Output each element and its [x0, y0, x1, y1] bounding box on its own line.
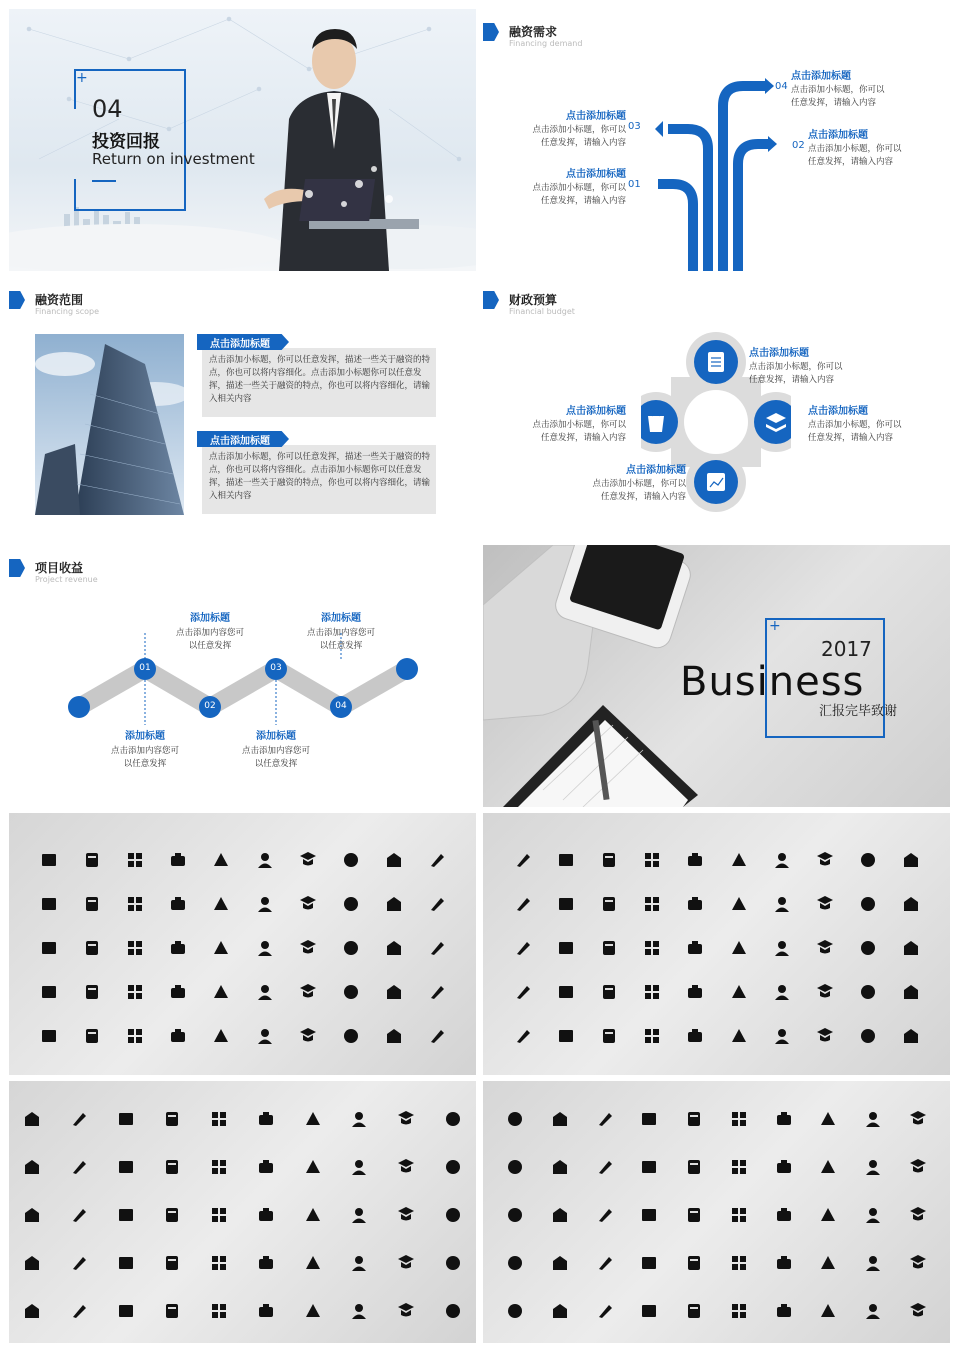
pictogram-icon: [243, 1143, 290, 1191]
pictogram-icon: [383, 1287, 430, 1335]
pictogram-icon: [631, 926, 674, 970]
section-title: 融资范围: [35, 293, 84, 307]
pictogram-icon: [582, 1287, 627, 1335]
pictogram-icon: [761, 1143, 806, 1191]
scope-box-2-body: 点击添加小标题，你可以任意发挥，描述一些关于融资的特点，你也可以将内容细化。点击添加小标题你可以任意发挥，描述一些关于融资的特点，你也可以将内容细化，请输入相关内容: [209, 452, 431, 501]
pictogram-icon: [429, 1095, 476, 1143]
pictogram-icon: [760, 1014, 803, 1058]
pictogram-icon: [760, 838, 803, 882]
pictogram-icon: [851, 1239, 896, 1287]
pictogram-icon: [631, 1014, 674, 1058]
pictogram-icon: [9, 1287, 56, 1335]
businessman-image: [249, 9, 449, 271]
pictogram-icon: [9, 1239, 56, 1287]
pictogram-icon: [582, 1143, 627, 1191]
pictogram-icon: [70, 882, 113, 926]
icon-grid: [501, 838, 933, 1058]
pictogram-icon: [429, 1239, 476, 1287]
business-word: Business: [680, 659, 865, 705]
pictogram-icon: [803, 926, 846, 970]
pictogram-icon: [27, 970, 70, 1014]
slide-financing-scope: [9, 277, 476, 539]
title-underline: [92, 180, 116, 182]
pictogram-icon: [674, 926, 717, 970]
pictogram-icon: [383, 1191, 430, 1239]
pictogram-icon: [890, 970, 933, 1014]
item-line1: 点击添加小标题，你可以: [532, 420, 626, 430]
pictogram-icon: [760, 882, 803, 926]
label-line1: 点击添加内容您可: [110, 746, 179, 756]
pictogram-icon: [895, 1287, 940, 1335]
pictogram-icon: [102, 1143, 149, 1191]
pictogram-icon: [102, 1191, 149, 1239]
pictogram-icon: [416, 1014, 459, 1058]
pictogram-icon: [851, 1143, 896, 1191]
pictogram-icon: [289, 1143, 336, 1191]
pictogram-icon: [672, 1143, 717, 1191]
pictogram-icon: [70, 1014, 113, 1058]
pictogram-icon: [631, 882, 674, 926]
item-title: 点击添加标题: [566, 111, 626, 122]
pictogram-icon: [336, 1191, 383, 1239]
pictogram-icon: [157, 838, 200, 882]
item-title: 点击添加标题: [626, 465, 686, 476]
pictogram-icon: [627, 1143, 672, 1191]
pictogram-icon: [890, 882, 933, 926]
pictogram-icon: [113, 1014, 156, 1058]
pictogram-icon: [289, 1095, 336, 1143]
slide-financing-demand: [483, 9, 950, 271]
pictogram-icon: [851, 1191, 896, 1239]
pictogram-icon: [501, 926, 544, 970]
pictogram-icon: [416, 882, 459, 926]
item-line2: 任意发挥，请输入内容: [600, 492, 686, 502]
pictogram-icon: [806, 1143, 851, 1191]
item-number-01: 01: [628, 179, 641, 190]
label-line2: 以任意发挥: [319, 641, 363, 651]
slide-return-on-investment: [9, 9, 476, 271]
pictogram-icon: [803, 970, 846, 1014]
pictogram-icon: [717, 882, 760, 926]
pictogram-icon: [196, 1143, 243, 1191]
item-title: 点击添加标题: [808, 406, 868, 417]
pictogram-icon: [803, 1014, 846, 1058]
pictogram-icon: [416, 970, 459, 1014]
item-number-04: 04: [775, 81, 788, 92]
label-title: 添加标题: [190, 613, 230, 624]
section-title: 融资需求: [509, 25, 558, 39]
pictogram-icon: [501, 838, 544, 882]
demand-item-03: [523, 107, 626, 150]
pictogram-icon: [538, 1239, 583, 1287]
pictogram-icon: [538, 1143, 583, 1191]
pictogram-icon: [196, 1191, 243, 1239]
pictogram-icon: [383, 1143, 430, 1191]
pictogram-icon: [674, 838, 717, 882]
pictogram-icon: [717, 926, 760, 970]
pictogram-icon: [587, 882, 630, 926]
pictogram-icon: [243, 1287, 290, 1335]
flag-icon: [483, 23, 499, 41]
pictogram-icon: [9, 1143, 56, 1191]
pictogram-icon: [373, 1014, 416, 1058]
pictogram-icon: [196, 1239, 243, 1287]
pictogram-icon: [157, 970, 200, 1014]
pictogram-icon: [544, 970, 587, 1014]
pictogram-icon: [416, 926, 459, 970]
pictogram-icon: [895, 1143, 940, 1191]
pictogram-icon: [329, 926, 372, 970]
flag-icon: [9, 291, 25, 309]
pictogram-icon: [429, 1191, 476, 1239]
item-line2: 任意发挥，请输入内容: [808, 433, 894, 443]
item-line1: 点击添加小标题，你可以: [592, 479, 686, 489]
pictogram-icon: [243, 926, 286, 970]
pictogram-icon: [243, 1095, 290, 1143]
pictogram-icon: [672, 1095, 717, 1143]
pictogram-icon: [196, 1287, 243, 1335]
icon-sheet-4: [483, 1081, 950, 1343]
pictogram-icon: [803, 882, 846, 926]
title-frame-left-bottom: [74, 179, 76, 209]
pictogram-icon: [895, 1239, 940, 1287]
pictogram-icon: [243, 970, 286, 1014]
pictogram-icon: [538, 1095, 583, 1143]
pictogram-icon: [544, 1014, 587, 1058]
item-title: 点击添加标题: [808, 130, 868, 141]
pictogram-icon: [717, 970, 760, 1014]
pictogram-icon: [627, 1239, 672, 1287]
budget-item-bottom: [583, 461, 686, 504]
pictogram-icon: [113, 838, 156, 882]
pictogram-icon: [493, 1239, 538, 1287]
pictogram-icon: [672, 1287, 717, 1335]
pictogram-icon: [113, 970, 156, 1014]
slide-financial-budget: [483, 277, 950, 539]
revenue-label-bottom-2: [221, 727, 331, 771]
label-line2: 以任意发挥: [188, 641, 232, 651]
pictogram-icon: [336, 1287, 383, 1335]
pictogram-icon: [9, 1095, 56, 1143]
item-number-03: 03: [628, 121, 641, 132]
slide-project-revenue: [9, 545, 476, 807]
pictogram-icon: [538, 1191, 583, 1239]
pictogram-icon: [429, 1287, 476, 1335]
pictogram-icon: [56, 1191, 103, 1239]
pictogram-icon: [847, 882, 890, 926]
pictogram-icon: [672, 1191, 717, 1239]
section-title-cn: 投资回报: [92, 132, 160, 152]
pictogram-icon: [149, 1239, 196, 1287]
item-line2: 任意发挥，请输入内容: [540, 196, 626, 206]
plus-icon: +: [769, 618, 781, 634]
pictogram-icon: [761, 1191, 806, 1239]
pictogram-icon: [890, 1014, 933, 1058]
pictogram-icon: [674, 1014, 717, 1058]
pictogram-icon: [717, 1014, 760, 1058]
label-line2: 以任意发挥: [254, 759, 298, 769]
section-title: 项目收益: [35, 561, 84, 575]
pictogram-icon: [627, 1095, 672, 1143]
pictogram-icon: [149, 1287, 196, 1335]
scope-box-1-title: 点击添加标题: [210, 339, 270, 350]
pictogram-icon: [544, 838, 587, 882]
scope-box-1-body: 点击添加小标题，你可以任意发挥，描述一些关于融资的特点，你也可以将内容细化。点击添加小标题你可以任意发挥，描述一些关于融资的特点，你也可以将内容细化，请输入相关内容: [209, 355, 431, 404]
pictogram-icon: [493, 1095, 538, 1143]
pictogram-icon: [847, 926, 890, 970]
icon-grid: [27, 838, 459, 1058]
slide-business-thanks: [483, 545, 950, 807]
item-number-02: 02: [792, 140, 805, 151]
pictogram-icon: [416, 838, 459, 882]
pictogram-icon: [200, 970, 243, 1014]
pictogram-icon: [56, 1287, 103, 1335]
budget-item-left: [523, 402, 626, 445]
item-title: 点击添加标题: [791, 71, 851, 82]
pictogram-icon: [760, 970, 803, 1014]
pictogram-icon: [157, 882, 200, 926]
revenue-label-bottom-1: [90, 727, 200, 771]
pictogram-icon: [582, 1239, 627, 1287]
pictogram-icon: [587, 926, 630, 970]
pictogram-icon: [627, 1287, 672, 1335]
pictogram-icon: [847, 970, 890, 1014]
pictogram-icon: [895, 1095, 940, 1143]
pictogram-icon: [329, 882, 372, 926]
pictogram-icon: [70, 926, 113, 970]
pictogram-icon: [149, 1095, 196, 1143]
pictogram-icon: [286, 926, 329, 970]
node-04: 04: [335, 701, 347, 711]
item-line1: 点击添加小标题，你可以: [532, 125, 626, 135]
pictogram-icon: [847, 838, 890, 882]
label-line2: 以任意发挥: [123, 759, 167, 769]
pictogram-icon: [200, 838, 243, 882]
pictogram-icon: [890, 838, 933, 882]
pictogram-icon: [717, 1095, 762, 1143]
pictogram-icon: [70, 838, 113, 882]
pictogram-icon: [373, 926, 416, 970]
pictogram-icon: [429, 1143, 476, 1191]
pictogram-icon: [27, 882, 70, 926]
label-title: 添加标题: [256, 731, 296, 742]
pictogram-icon: [383, 1239, 430, 1287]
pictogram-icon: [717, 1239, 762, 1287]
pictogram-icon: [329, 970, 372, 1014]
pictogram-icon: [631, 970, 674, 1014]
revenue-label-top-2: [286, 609, 396, 653]
building-image: [35, 334, 184, 515]
pictogram-icon: [717, 1143, 762, 1191]
pictogram-icon: [851, 1095, 896, 1143]
pictogram-icon: [200, 882, 243, 926]
pictogram-icon: [587, 838, 630, 882]
item-line1: 点击添加小标题，你可以: [791, 85, 885, 95]
section-subtitle: Financing demand: [509, 39, 583, 48]
section-subtitle: Financing scope: [35, 307, 100, 316]
pictogram-icon: [373, 882, 416, 926]
icon-grid: [9, 1095, 476, 1335]
demand-item-01: [523, 165, 626, 208]
pictogram-icon: [200, 926, 243, 970]
pictogram-icon: [329, 838, 372, 882]
node-01: 01: [139, 663, 151, 673]
item-title: 点击添加标题: [749, 348, 809, 359]
pictogram-icon: [806, 1191, 851, 1239]
pictogram-icon: [803, 838, 846, 882]
pictogram-icon: [493, 1191, 538, 1239]
pictogram-icon: [200, 1014, 243, 1058]
pictogram-icon: [329, 1014, 372, 1058]
section-number: 04: [92, 95, 123, 123]
pictogram-icon: [501, 1014, 544, 1058]
pictogram-icon: [336, 1143, 383, 1191]
pictogram-icon: [336, 1239, 383, 1287]
item-line1: 点击添加小标题，你可以: [808, 420, 902, 430]
demand-item-04: [791, 67, 885, 110]
pictogram-icon: [289, 1287, 336, 1335]
label-title: 添加标题: [125, 731, 165, 742]
pictogram-icon: [102, 1095, 149, 1143]
pictogram-icon: [631, 838, 674, 882]
year-label: 2017: [821, 637, 872, 661]
pictogram-icon: [286, 838, 329, 882]
pictogram-icon: [102, 1239, 149, 1287]
pictogram-icon: [149, 1143, 196, 1191]
pictogram-icon: [102, 1287, 149, 1335]
pictogram-icon: [582, 1095, 627, 1143]
pictogram-icon: [56, 1143, 103, 1191]
budget-item-right: [808, 402, 902, 445]
pictogram-icon: [9, 1191, 56, 1239]
pictogram-icon: [672, 1239, 717, 1287]
pictogram-icon: [27, 838, 70, 882]
item-line2: 任意发挥，请输入内容: [749, 375, 835, 385]
pictogram-icon: [113, 926, 156, 970]
pictogram-icon: [493, 1287, 538, 1335]
pictogram-icon: [761, 1095, 806, 1143]
pictogram-icon: [373, 838, 416, 882]
label-line1: 点击添加内容您可: [306, 628, 375, 638]
section-subtitle: Financial budget: [509, 307, 575, 316]
pictogram-icon: [717, 838, 760, 882]
pictogram-icon: [760, 926, 803, 970]
section-subtitle: Project revenue: [35, 575, 98, 584]
section-title-en: Return on investment: [92, 150, 255, 168]
pictogram-icon: [56, 1239, 103, 1287]
pictogram-icon: [761, 1287, 806, 1335]
pictogram-icon: [501, 970, 544, 1014]
thanks-caption: 汇报完毕致谢: [819, 704, 898, 719]
pictogram-icon: [890, 926, 933, 970]
pictogram-icon: [243, 838, 286, 882]
pictogram-icon: [196, 1095, 243, 1143]
pictogram-icon: [544, 882, 587, 926]
item-title: 点击添加标题: [566, 169, 626, 180]
budget-item-top: [749, 344, 843, 387]
flag-icon: [483, 291, 499, 309]
node-02: 02: [204, 701, 216, 711]
pictogram-icon: [674, 882, 717, 926]
scope-box-2-title: 点击添加标题: [210, 436, 270, 447]
pictogram-icon: [289, 1239, 336, 1287]
pictogram-icon: [70, 970, 113, 1014]
pictogram-icon: [806, 1095, 851, 1143]
item-title: 点击添加标题: [566, 406, 626, 417]
demand-item-02: [808, 126, 902, 169]
pictogram-icon: [113, 882, 156, 926]
pictogram-icon: [56, 1095, 103, 1143]
item-line1: 点击添加小标题，你可以: [749, 362, 843, 372]
pictogram-icon: [243, 1014, 286, 1058]
label-title: 添加标题: [321, 613, 361, 624]
pictogram-icon: [336, 1095, 383, 1143]
pictogram-icon: [373, 970, 416, 1014]
pictogram-icon: [27, 926, 70, 970]
icon-grid: [493, 1095, 940, 1335]
icon-sheet-1: [9, 813, 476, 1075]
pictogram-icon: [27, 1014, 70, 1058]
pictogram-icon: [286, 882, 329, 926]
pictogram-icon: [895, 1191, 940, 1239]
pictogram-icon: [538, 1287, 583, 1335]
pictogram-icon: [587, 1014, 630, 1058]
icon-sheet-2: [483, 813, 950, 1075]
section-title: 财政预算: [509, 293, 558, 307]
pictogram-icon: [157, 1014, 200, 1058]
pictogram-icon: [587, 970, 630, 1014]
pictogram-icon: [157, 926, 200, 970]
pictogram-icon: [847, 1014, 890, 1058]
pictogram-icon: [806, 1239, 851, 1287]
pictogram-icon: [501, 882, 544, 926]
pictogram-icon: [627, 1191, 672, 1239]
item-line2: 任意发挥，请输入内容: [540, 138, 626, 148]
label-line1: 点击添加内容您可: [241, 746, 310, 756]
node-03: 03: [270, 663, 282, 673]
plus-icon: +: [76, 70, 88, 86]
pictogram-icon: [243, 1191, 290, 1239]
pictogram-icon: [289, 1191, 336, 1239]
item-line1: 点击添加小标题，你可以: [808, 144, 902, 154]
icon-sheet-3: [9, 1081, 476, 1343]
pictogram-icon: [243, 882, 286, 926]
pictogram-icon: [286, 1014, 329, 1058]
pictogram-icon: [493, 1143, 538, 1191]
item-line1: 点击添加小标题，你可以: [532, 183, 626, 193]
pictogram-icon: [582, 1191, 627, 1239]
pictogram-icon: [383, 1095, 430, 1143]
revenue-label-top-1: [155, 609, 265, 653]
pictogram-icon: [851, 1287, 896, 1335]
item-line2: 任意发挥，请输入内容: [808, 157, 894, 167]
item-line2: 任意发挥，请输入内容: [540, 433, 626, 443]
pictogram-icon: [544, 926, 587, 970]
pictogram-icon: [149, 1191, 196, 1239]
item-line2: 任意发挥，请输入内容: [791, 98, 877, 108]
pictogram-icon: [717, 1287, 762, 1335]
pictogram-icon: [717, 1191, 762, 1239]
pictogram-icon: [243, 1239, 290, 1287]
label-line1: 点击添加内容您可: [175, 628, 244, 638]
pictogram-icon: [806, 1287, 851, 1335]
pictogram-icon: [286, 970, 329, 1014]
pictogram-icon: [674, 970, 717, 1014]
pictogram-icon: [761, 1239, 806, 1287]
